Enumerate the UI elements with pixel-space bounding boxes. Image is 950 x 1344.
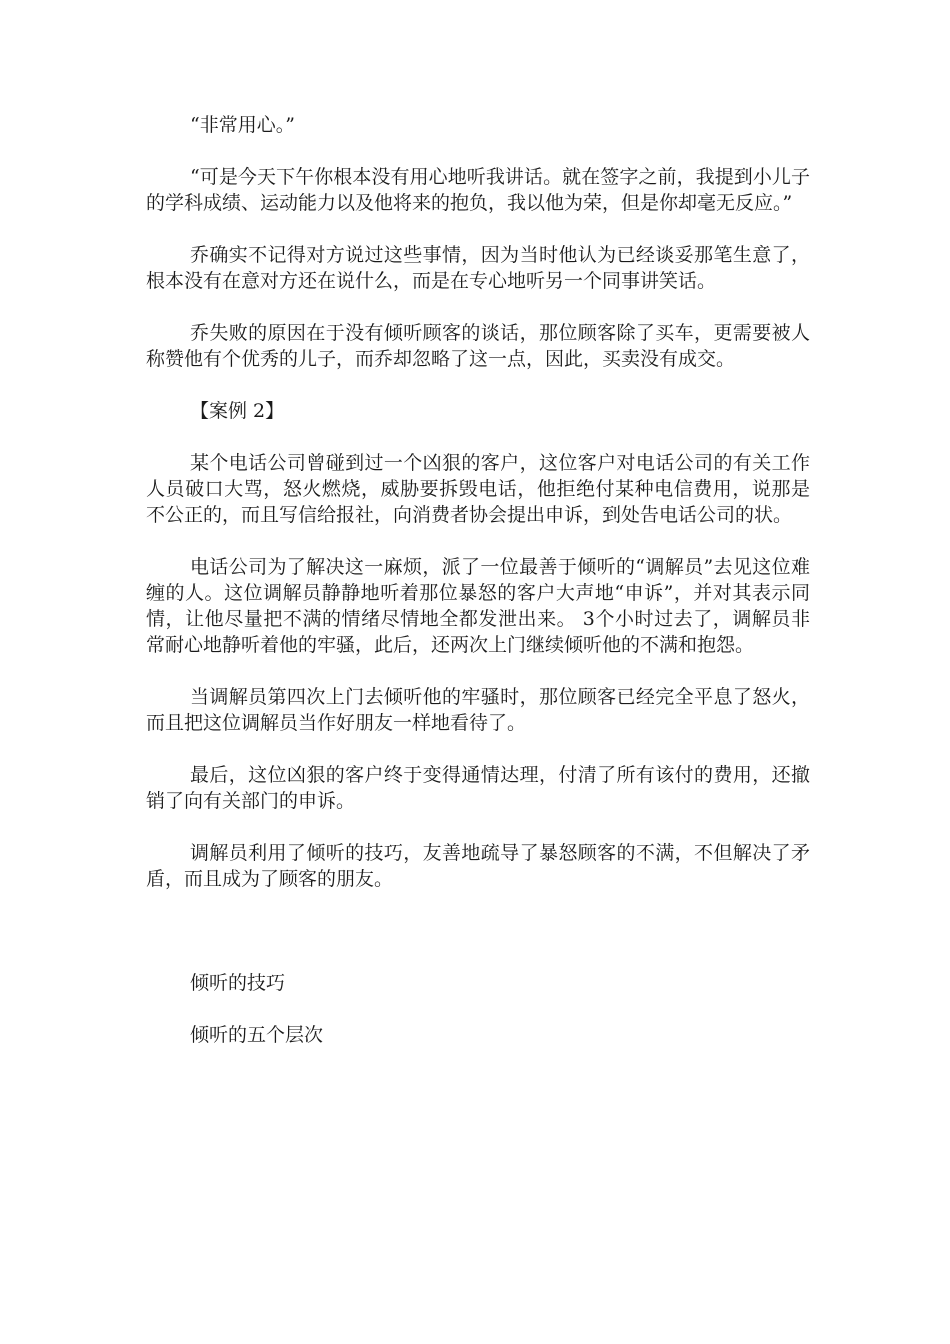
paragraph-mediator: 电话公司为了解决这一麻烦，派了一位最善于倾听的“调解员”去见这位难缠的人。这位调解员静静地听着那位暴怒的客户大声地“申诉”，并对其表示同情，让他尽量把不满的情绪尽情地全都发泄出来。 3个小时过去了，调解员非常耐心地静听着他的牢骚，此后，还两次上门继续倾听他的不满和抱怨。 bbox=[146, 556, 810, 656]
paragraph-joe-failure: 乔失败的原因在于没有倾听顾客的谈话，那位顾客除了买车，更需要被人称赞他有个优秀的儿子，而乔却忽略了这一点，因此，买卖没有成交。 bbox=[146, 322, 810, 370]
paragraph-fourth-visit: 当调解员第四次上门去倾听他的牢骚时，那位顾客已经完全平息了怒火，而且把这位调解员当作好朋友一样地看待了。 bbox=[146, 686, 810, 734]
paragraph-finally: 最后，这位凶狠的客户终于变得通情达理，付清了所有该付的费用，还撤销了向有关部门的申诉。 bbox=[146, 764, 810, 812]
paragraph-phone-company: 某个电话公司曾碰到过一个凶狠的客户，这位客户对电话公司的有关工作人员破口大骂，怒火燃烧，威胁要拆毁电话，他拒绝付某种电信费用，说那是不公正的，而且写信给报社，向消费者协会提出申诉，到处告电话公司的状。 bbox=[146, 452, 810, 526]
quote-complaint: “可是今天下午你根本没有用心地听我讲话。就在签字之前，我提到小儿子的学科成绩、运动能力以及他将来的抱负，我以他为荣，但是你却毫无反应。” bbox=[146, 166, 810, 214]
paragraph-conclusion: 调解员利用了倾听的技巧，友善地疏导了暴怒顾客的不满，不但解决了矛盾，而且成为了顾客的朋友。 bbox=[146, 842, 810, 890]
case-2-heading: 【案例 2】 bbox=[190, 400, 285, 422]
document-body bbox=[146, 112, 810, 1048]
quote-reply: “非常用心。” bbox=[190, 114, 295, 136]
paragraph-joe-memory: 乔确实不记得对方说过这些事情，因为当时他认为已经谈妥那笔生意了，根本没有在意对方还在说什么，而是在专心地听另一个同事讲笑话。 bbox=[146, 244, 810, 292]
section-heading-five-levels: 倾听的五个层次 bbox=[190, 1024, 324, 1046]
section-heading-listening-skills: 倾听的技巧 bbox=[190, 972, 286, 994]
